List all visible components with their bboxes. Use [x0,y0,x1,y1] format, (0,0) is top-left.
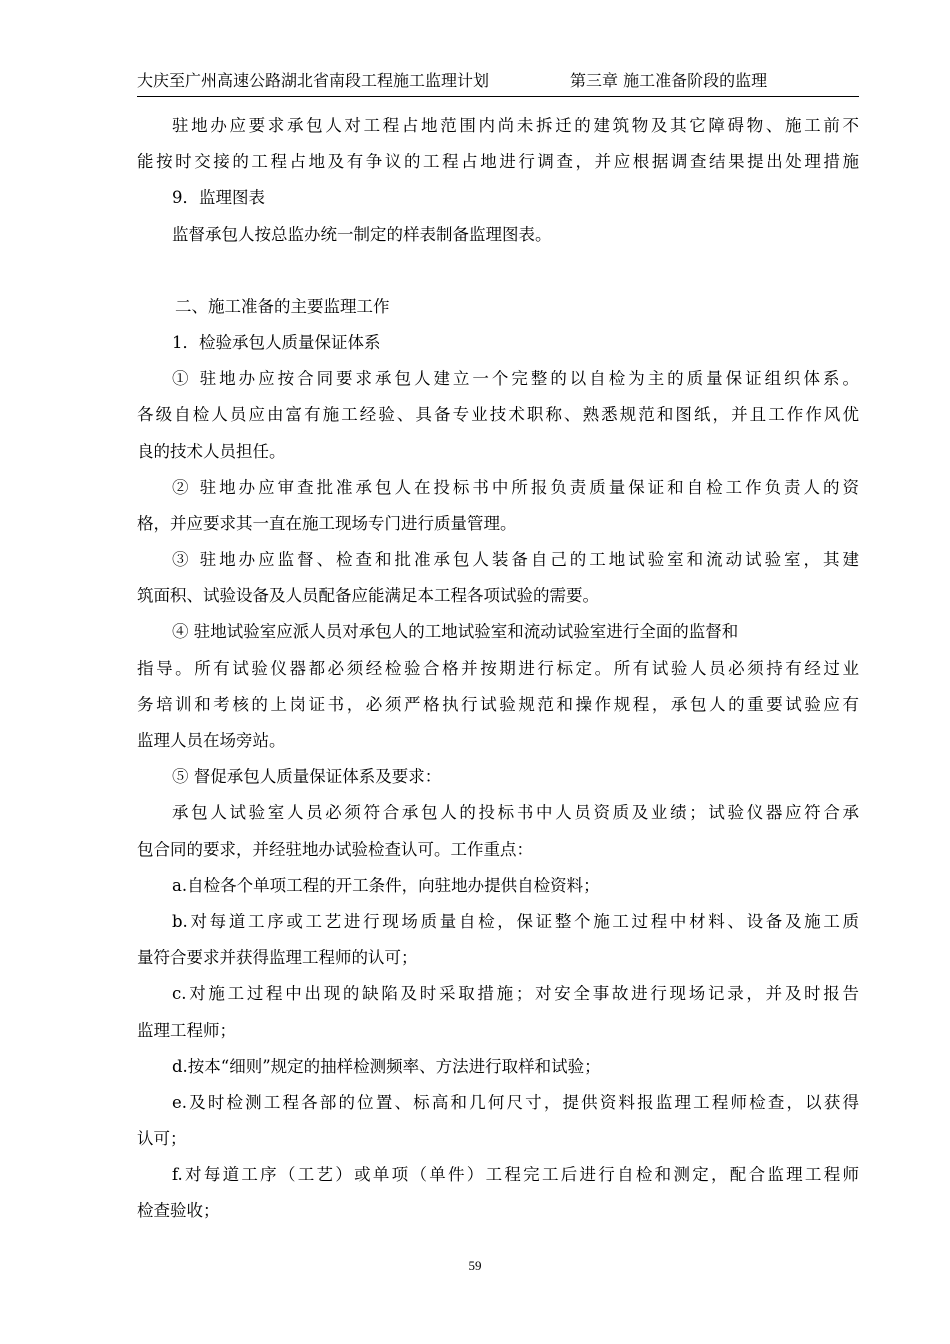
list-item-continuation: 监理工程师； [137,1020,236,1040]
paragraph-line: 承包人试验室人员必须符合承包人的投标书中人员资质及业绩；试验仪器应符合承 [172,803,859,823]
paragraph-line: 驻地办应要求承包人对工程占地范围内尚未拆迁的建筑物及其它障碍物、施工前不 [172,116,859,135]
list-item: a.自检各个单项工程的开工条件，向驻地办提供自检资料； [172,875,600,895]
paragraph-line: 务培训和考核的上岗证书，必须严格执行试验规范和操作规程，承包人的重要试验应有 [137,694,859,714]
paragraph-line: 监理人员在场旁站。 [137,731,286,750]
paragraph-line: 指导。所有试验仪器都必须经检验合格并按期进行标定。所有试验人员必须持有经过业 [137,658,859,678]
paragraph-line: 格，并应要求其一直在施工现场专门进行质量管理。 [137,513,517,533]
list-item: b.对每道工序或工艺进行现场质量自检，保证整个施工过程中材料、设备及施工质 [172,911,859,931]
paragraph-line: ⑤ 督促承包人质量保证体系及要求： [172,767,442,787]
header-chapter-title: 第三章 施工准备阶段的监理 [570,71,768,90]
paragraph-line: ③ 驻地办应监督、检查和批准承包人装备自己的工地试验室和流动试验室，其建 [172,550,859,570]
header-document-title: 大庆至广州高速公路湖北省南段工程施工监理计划 [137,71,490,90]
list-item: c.对施工过程中出现的缺陷及时采取措施；对安全事故进行现场记录，并及时报告 [172,984,859,1004]
page-header [137,70,859,97]
paragraph-line: 包合同的要求，并经驻地办试验检查认可。工作重点： [137,839,533,859]
section-heading: 1．检验承包人质量保证体系 [172,332,381,352]
paragraph-line: 能按时交接的工程占地及有争议的工程占地进行调查，并应根据调查结果提出处理措施 [137,152,859,172]
list-item: e.及时检测工程各部的位置、标高和几何尺寸，提供资料报监理工程师检查，以获得 [172,1092,859,1112]
document-body [137,108,859,1230]
section-heading: 9．监理图表 [172,188,265,208]
list-item: d.按本“细则”规定的抽样检测频率、方法进行取样和试验； [172,1056,601,1076]
paragraph-line: 良的技术人员担任。 [137,441,286,461]
list-item: f.对每道工序（工艺）或单项（单件）工程完工后进行自检和测定，配合监理工程师 [172,1165,859,1185]
paragraph-line: 筑面积、试验设备及人员配备应能满足本工程各项试验的需要。 [137,586,599,606]
paragraph-line: ① 驻地办应按合同要求承包人建立一个完整的以自检为主的质量保证组织体系。 [172,369,859,389]
paragraph-line: ④ 驻地试验室应派人员对承包人的工地试验室和流动试验室进行全面的监督和 [172,622,739,642]
list-item-continuation: 认可； [137,1129,187,1149]
paragraph-line: 监督承包人按总监办统一制定的样表制备监理图表。 [172,224,552,244]
paragraph-line: ② 驻地办应审查批准承包人在投标书中所报负责质量保证和自检工作负责人的资 [172,477,859,497]
list-item-continuation: 量符合要求并获得监理工程师的认可； [137,948,418,968]
paragraph-line: 各级自检人员应由富有施工经验、具备专业技术职称、熟悉规范和图纸，并且工作作风优 [137,405,859,425]
section-heading: 二、施工准备的主要监理工作 [175,296,390,316]
blank-line [137,253,859,289]
page-number: 59 [468,1258,482,1273]
list-item-continuation: 检查验收； [137,1201,220,1221]
